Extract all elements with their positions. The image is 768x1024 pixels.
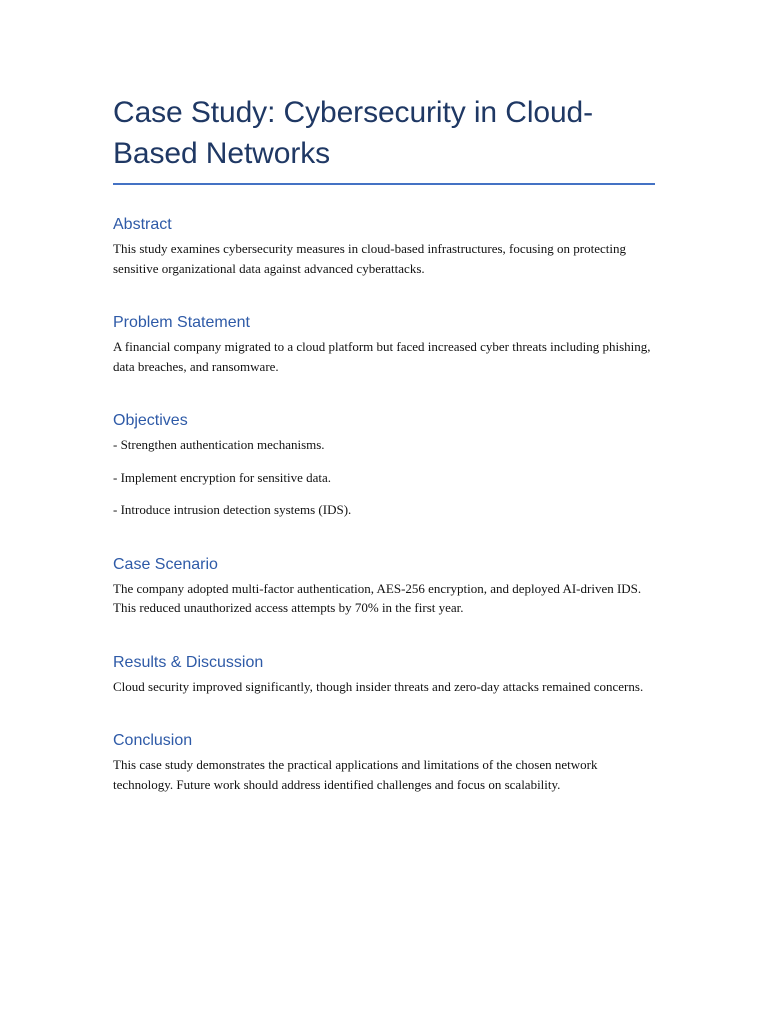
- objective-item: - Implement encryption for sensitive data.: [113, 469, 332, 485]
- objective-item: - Strengthen authentication mechanisms.: [113, 437, 325, 452]
- section-body-abstract: This study examines cybersecurity measures in cloud-based infrastructures, focusing on protecting sensitive organizational data against advanced cyberattacks.: [113, 241, 626, 276]
- section-heading-problem-statement: Problem Statement: [113, 314, 250, 331]
- section-heading-conclusion: Conclusion: [113, 732, 193, 749]
- section-heading-objectives: Objectives: [113, 412, 188, 429]
- document-page: [113, 92, 655, 794]
- section-case-scenario: [113, 555, 655, 618]
- section-body-problem-statement: A financial company migrated to a cloud platform but faced increased cyber threats including phishing, data breaches, and ransomware.: [113, 339, 651, 374]
- section-body-case-scenario: The company adopted multi-factor authentication, AES-256 encryption, and deployed AI-driven IDS. This reduced unauthorized access attempts by 70% in the first year.: [113, 580, 642, 615]
- objective-item: - Introduce intrusion detection systems (IDS).: [113, 502, 352, 517]
- section-heading-abstract: Abstract: [113, 216, 172, 233]
- section-heading-case-scenario: Case Scenario: [113, 555, 218, 573]
- section-conclusion: [113, 731, 655, 794]
- objectives-list: [113, 435, 655, 520]
- document-title: Case Study: Cybersecurity in Cloud-Based Networks: [113, 92, 655, 185]
- section-objectives: [113, 411, 655, 520]
- section-heading-results-discussion: Results & Discussion: [113, 653, 264, 671]
- section-abstract: [113, 215, 655, 278]
- section-body-results-discussion: Cloud security improved significantly, though insider threats and zero-day attacks remained concerns.: [113, 678, 644, 694]
- section-results-discussion: [113, 653, 655, 697]
- section-problem-statement: [113, 313, 655, 376]
- section-body-conclusion: This case study demonstrates the practical applications and limitations of the chosen network technology. Future work should address identified challenges and focus on scalability.: [113, 757, 598, 792]
